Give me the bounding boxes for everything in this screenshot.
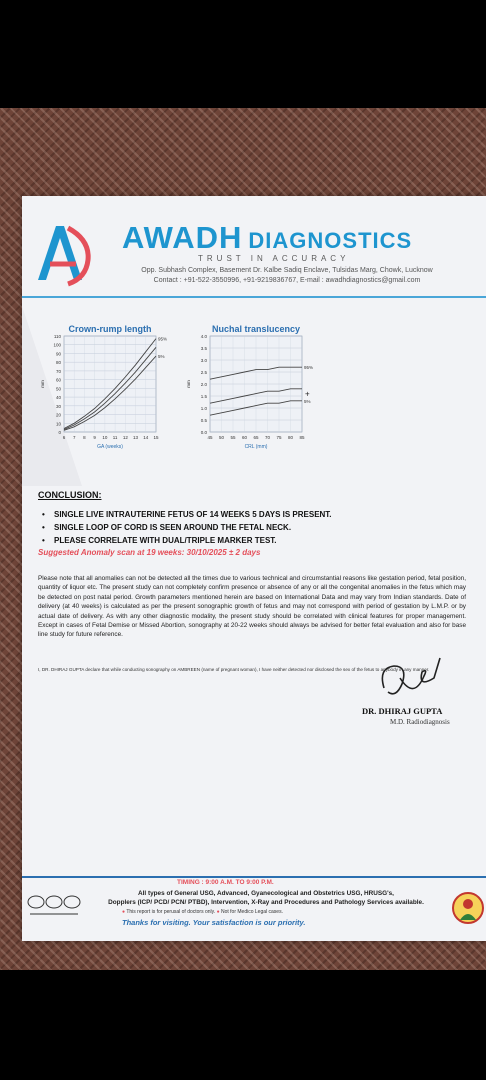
y-tick-label: 0 [58,430,61,435]
services-text [90,890,442,907]
y-tick-label: 40 [55,395,61,401]
bullet-icon: ● [216,909,220,915]
y-tick-label: 1.0 [200,406,207,411]
x-tick-label: 15 [153,435,159,440]
x-tick-label: 14 [143,435,149,440]
x-tick-label: 80 [287,435,294,440]
y-tick-label: 30 [55,403,61,409]
y-tick-label: 2.0 [200,382,207,387]
conclusion-item-1: • SINGLE LIVE INTRAUTERINE FETUS OF 14 WEEKS 5 DAYS IS PRESENT. [54,510,332,519]
y-tick-label: 1.5 [200,394,207,399]
x-tick-label: 65 [253,435,259,440]
x-tick-label: 70 [264,435,271,440]
x-tick-label: 12 [122,435,128,440]
x-axis-label: GA (weeks) [97,444,123,450]
y-tick-label: 50 [55,386,61,392]
brand-sub: DIAGNOSTICS [248,228,413,253]
suggested-scan: Suggested Anomaly scan at 19 weeks: 30/10/2025 ± 2 days [38,548,261,557]
x-tick-label: 45 [207,435,213,440]
doctor-degree: M.D. Radiodiagnosis [390,718,450,726]
x-tick-label: 85 [299,435,305,440]
y-tick-label: 110 [53,334,61,339]
series-label: 5% [304,398,311,404]
address-block [94,266,480,286]
y-axis-label: mm [186,380,191,388]
y-tick-label: 20 [55,412,61,418]
brand-main: AWADH [122,220,243,255]
nt-chart [182,322,332,467]
services-line-1: All types of General USG, Advanced, Gyanecological and Obstetrics USG, HRUSG's, [138,890,394,897]
x-tick-label: 50 [218,435,225,440]
y-tick-label: 2.5 [200,370,207,375]
thanks-text: Thanks for visiting. Your satisfaction is our priority. [122,918,306,927]
pcpndt-declaration: I, DR. DHIRAJ GUPTA declare that while conducting sonography on AMBREEN (name of pregnant woman), I have neither detected nor disclosed the sex of the fetus to anybody in any manner. [38,667,430,672]
plot-area [64,336,156,432]
mother-child-badge-icon [452,890,484,926]
y-tick-label: 4.0 [200,334,207,339]
y-tick-label: 0.0 [200,430,207,435]
footer-disclaimer [122,909,283,915]
x-tick-label: 60 [241,435,248,440]
y-tick-label: 90 [55,351,61,357]
doctor-signature [374,648,446,706]
nt-chart-svg [182,322,332,462]
services-line-2: Dopplers (ICP/ PCD/ PCN/ PTBD), Intervention, X-Ray and Procedures and Pathology Services available. [108,898,424,906]
x-axis-label: CRL (mm) [244,444,268,450]
conclusion-item-2: • SINGLE LOOP OF CORD IS SEEN AROUND THE FETAL NECK. [54,523,291,532]
x-tick-label: 75 [276,435,282,440]
y-tick-label: 70 [55,368,61,374]
tagline: TRUST IN ACCURACY [198,254,350,263]
conclusion-item-3: • PLEASE CORRELATE WITH DUAL/TRIPLE MARKER TEST. [54,536,277,545]
crl-chart-svg [36,322,186,462]
x-tick-label: 13 [133,435,139,440]
x-tick-label: 11 [112,435,118,440]
address-line: Opp. Subhash Complex, Basement Dr. Kalbe Sadiq Enclave, Tulsidas Marg, Chowk, Lucknow [141,267,433,274]
y-axis-label: mm [40,380,45,388]
chart-title: Crown-rump length [68,324,152,334]
y-tick-label: 60 [55,377,61,383]
timing-text: TIMING : 9:00 A.M. TO 9:00 P.M. [177,879,274,886]
y-tick-label: 100 [53,342,61,348]
footer-divider [22,876,486,878]
report-page [22,196,486,941]
x-tick-label: 8 [83,435,86,440]
emblem-icon [26,890,82,920]
chart-title: Nuchal translucency [211,324,301,334]
brand-name [122,220,412,256]
x-tick-label: 10 [102,435,108,440]
measurement-marker: + [305,389,310,399]
conclusion-heading: CONCLUSION: [38,490,102,500]
disclaimer-a: This report is for perusal of doctors only. [126,909,216,915]
x-tick-label: 55 [230,435,236,440]
y-tick-label: 3.0 [200,358,207,363]
doctor-name: DR. DHIRAJ GUPTA [362,706,443,716]
x-tick-label: 7 [72,435,76,440]
bullet-icon: ● [122,909,126,915]
disclaimer-b: Not for Medico Legal cases. [221,909,283,915]
y-tick-label: 3.5 [200,346,207,351]
x-tick-label: 6 [62,435,66,440]
awadh-logo-icon [28,220,92,288]
crl-chart [36,322,186,467]
series-label: 95% [158,336,168,342]
contact-line: Contact : +91-522-3550996, +91-9219836767, E-mail : awadhdiagnostics@gmail.com [153,277,421,284]
y-tick-label: 10 [55,421,61,427]
x-tick-label: 9 [93,435,96,440]
header-divider [22,296,486,298]
disclaimer-note: Please note that all anomalies can not be detected all the times due to various technical and circumstantial reasons like gestation period, fetal position, quantity of liquor etc. The present study can not completely confirm presence or absence of any or all the congenital anomalies in the fetus which may be detected on post natal period. Growth parameters mentioned herein are based on International Data and may vary from Indian standards. Date of delivery (at 40 weeks) is calculated as per the present sonographic growth of fetus and may not correspond with period of gestation by L.M.P. or by actual date of delivery. As with any other diagnostic modality, the present study should be correlated with clinical features for proper management. Except in cases of Fetal Demise or Missed Abortion, sonography at 20-22 weeks should always be advised for better fetal evaluation and also for base line study for future reference. [38,575,466,639]
series-label: 5% [158,354,165,360]
y-tick-label: 80 [55,360,61,366]
y-tick-label: 0.5 [200,418,207,423]
series-label: 95% [304,365,314,371]
